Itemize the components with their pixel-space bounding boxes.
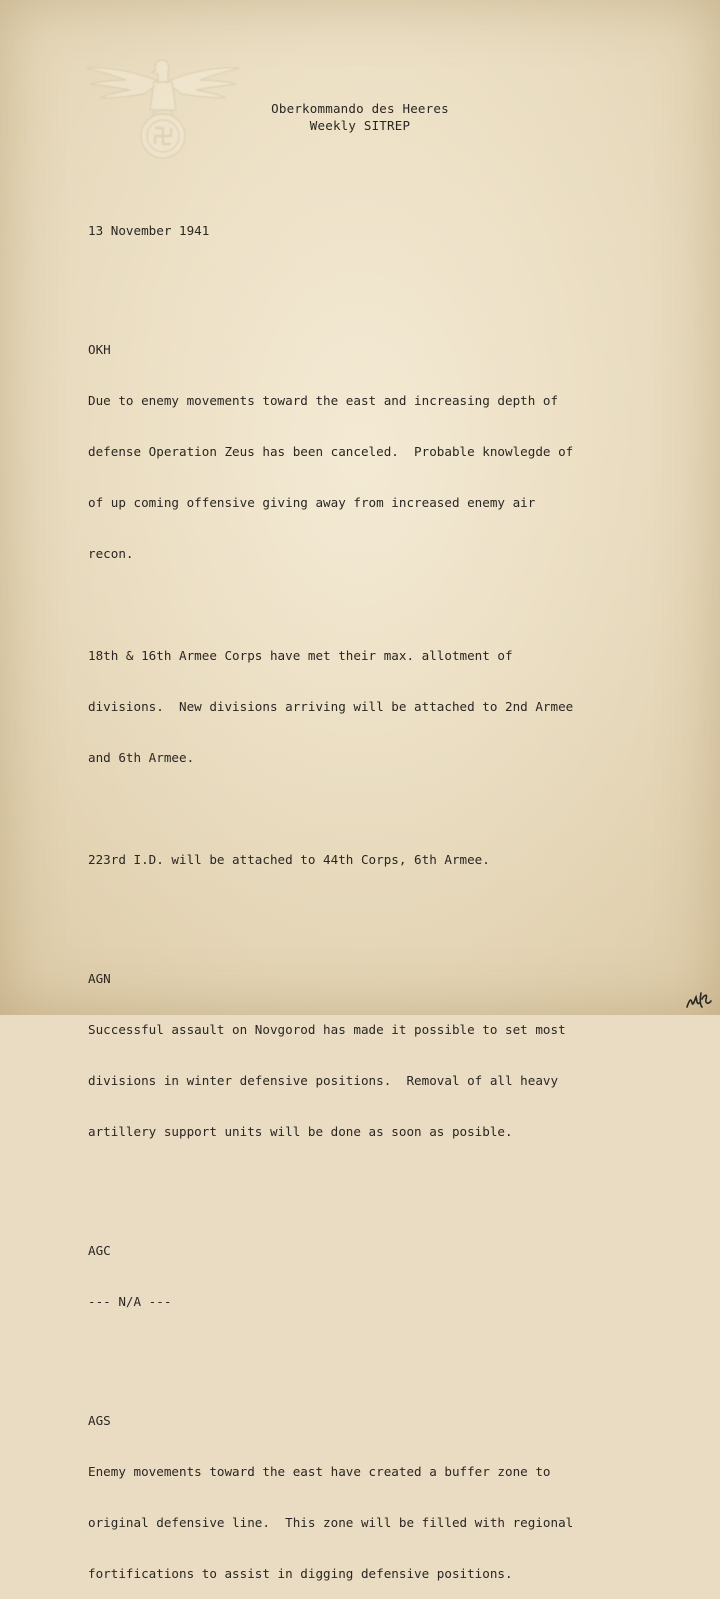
agn-paragraph-line: Successful assault on Novgorod has made it possible to set most bbox=[88, 1022, 566, 1037]
header-report-title: Weekly SITREP bbox=[309, 118, 411, 133]
section-heading-agn: AGN bbox=[88, 971, 111, 986]
section-heading-okh: OKH bbox=[88, 342, 111, 357]
okh-paragraph-line: 223rd I.D. will be attached to 44th Corps, 6th Armee. bbox=[88, 852, 490, 867]
okh-paragraph-line: Due to enemy movements toward the east and increasing depth of bbox=[88, 393, 559, 408]
agn-paragraph-line: artillery support units will be done as soon as posible. bbox=[88, 1124, 513, 1139]
header-organization: Oberkommando des Heeres bbox=[271, 101, 449, 116]
agn-paragraph-line: divisions in winter defensive positions. Removal of all heavy bbox=[88, 1073, 559, 1088]
okh-paragraph-line: and 6th Armee. bbox=[88, 750, 195, 765]
okh-paragraph-line: divisions. New divisions arriving will be attached to 2nd Armee bbox=[88, 699, 574, 714]
document-body bbox=[88, 188, 648, 1599]
okh-paragraph-line: defense Operation Zeus has been canceled. Probable knowlegde of bbox=[88, 444, 574, 459]
ags-paragraph-line: fortifications to assist in digging defensive positions. bbox=[88, 1566, 513, 1581]
okh-paragraph-line: recon. bbox=[88, 546, 134, 561]
ags-paragraph-line: original defensive line. This zone will be filled with regional bbox=[88, 1515, 574, 1530]
agc-paragraph-line: --- N/A --- bbox=[88, 1294, 172, 1309]
signature-initials-icon bbox=[684, 983, 714, 1011]
section-heading-ags: AGS bbox=[88, 1413, 111, 1428]
okh-paragraph-line: of up coming offensive giving away from increased enemy air bbox=[88, 495, 536, 510]
report-date: 13 November 1941 bbox=[88, 223, 210, 238]
okh-paragraph-line: 18th & 16th Armee Corps have met their max. allotment of bbox=[88, 648, 513, 663]
document-header bbox=[200, 100, 520, 134]
section-heading-agc: AGC bbox=[88, 1243, 111, 1258]
ags-paragraph-line: Enemy movements toward the east have created a buffer zone to bbox=[88, 1464, 551, 1479]
